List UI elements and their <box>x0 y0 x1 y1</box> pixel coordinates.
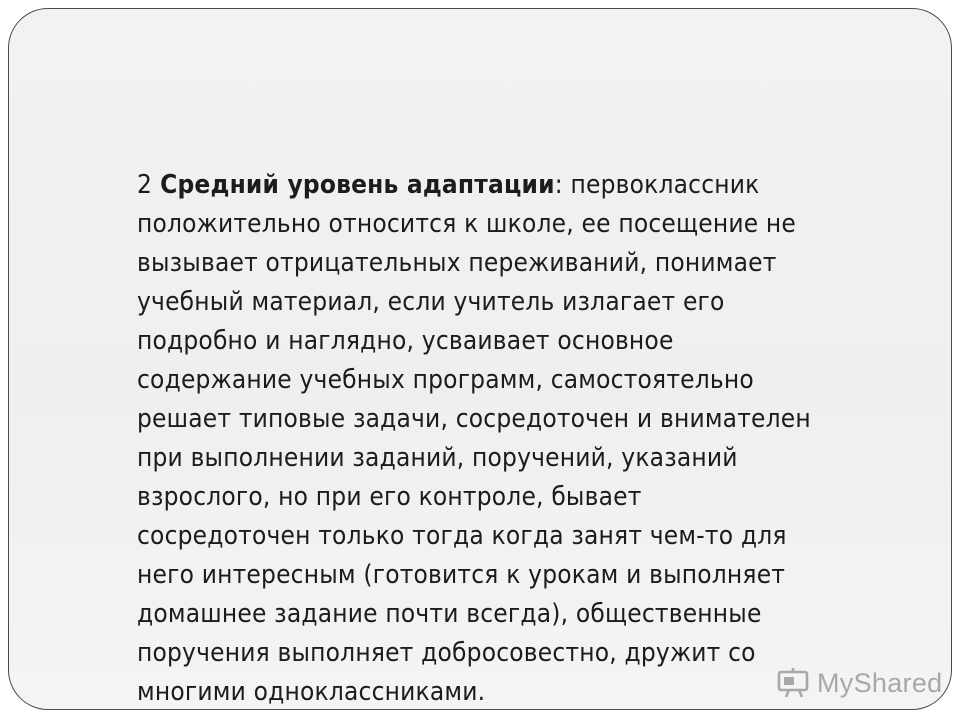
text-line-9: взрослого, но при его контроле, бывает <box>137 482 642 512</box>
text-line-14: многими одноклассниками. <box>137 677 486 707</box>
term-separator: : <box>554 170 563 200</box>
paragraph-adaptation-level <box>137 166 907 710</box>
text-line-4: учебный материал, если учитель излагает его <box>137 287 725 317</box>
text-line-3: вызывает отрицательных переживаний, понимает <box>137 248 777 278</box>
slide-body-text <box>137 166 907 710</box>
watermark-text: MyShared <box>817 667 943 698</box>
term-heading: Средний уровень адаптации <box>160 170 555 200</box>
text-line-1 <box>137 166 907 205</box>
myshared-logo-icon <box>777 666 811 700</box>
text-line-13: поручения выполняет добросовестно, дружит со <box>137 638 756 668</box>
text-line-11: него интересным (готовится к урокам и выполняет <box>137 560 786 590</box>
text-line-10: сосредоточен только тогда когда занят чем-то для <box>137 521 787 551</box>
myshared-watermark <box>777 665 942 701</box>
text-line-6: содержание учебных программ, самостоятельно <box>137 365 754 395</box>
text-line-5: подробно и наглядно, усваивает основное <box>137 326 674 356</box>
text-line-8: при выполнении заданий, поручений, указаний <box>137 443 738 473</box>
text-line-7: решает типовые задачи, сосредоточен и внимателен <box>137 404 811 434</box>
line-text: первоклассник <box>570 170 760 200</box>
text-line-12: домашнее задание почти всегда), общественные <box>137 599 762 629</box>
item-number: 2 <box>137 170 153 200</box>
text-line-2: положительно относится к школе, ее посещение не <box>137 209 797 239</box>
slide-frame <box>8 8 952 710</box>
